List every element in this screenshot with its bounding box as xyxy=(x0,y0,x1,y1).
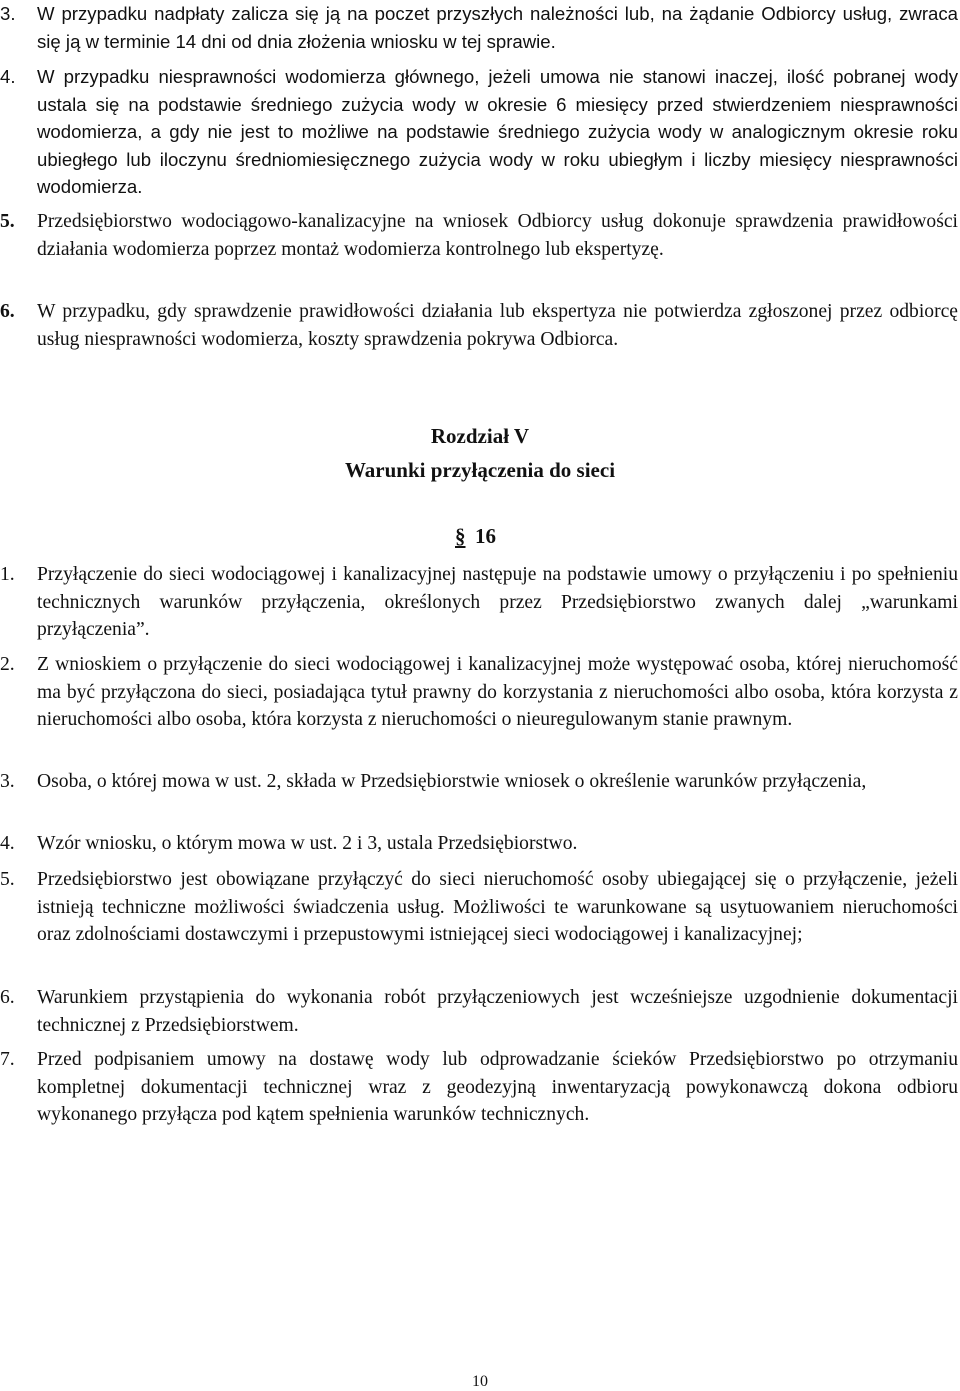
item-number: 4. xyxy=(0,833,15,854)
item-text: Przedsiębiorstwo jest obowiązane przyłączyć do sieci nieruchomość osoby ubiegającej się o przyłączenie, jeżeli istnieją techniczne możliwości świadczenia usług. Możliwości te warunkowane są usytuowaniem nieruchomości oraz zdolnościami dostawczymi i przepustowymi istniejącej sieci wodociągowej i kanalizacyjnej; xyxy=(37,869,958,945)
item-text: Przedsiębiorstwo wodociągowo-kanalizacyjne na wniosek Odbiorcy usług dokonuje sprawdzenia prawidłowości działania wodomierza poprzez montaż wodomierza kontrolnego lub ekspertyzę. xyxy=(37,211,958,260)
list-item xyxy=(0,63,958,201)
chapter-subtitle: Warunki przyłączenia do sieci xyxy=(344,458,616,482)
item-text: Z wnioskiem o przyłączenie do sieci wodociągowej i kanalizacyjnej może występować osoba, której nieruchomość ma być przyłączona do sieci, posiadająca tytuł prawny do korzystania z nieruchomości albo osoba, która korzysta z nieruchomości albo osoba, która korzysta z nieruchomości o nieuregulowanym stanie prawnym. xyxy=(37,654,958,730)
item-text: Przyłączenie do sieci wodociągowej i kanalizacyjnej następuje na podstawie umowy o przyłączeniu i po spełnieniu technicznych warunków przyłączenia, określonych przez Przedsiębiorstwo zwanych dalej „warunkami przyłączenia”. xyxy=(37,564,958,640)
item-text: W przypadku niesprawności wodomierza głównego, jeżeli umowa nie stanowi inaczej, ilość pobranej wody ustala się na podstawie średniego zużycia wody w okresie 6 miesięcy przed stwierdzeniem niesprawności wodomierza, a gdy nie jest to możliwe na podstawie średniego zużycia wody w analogicznym okresie roku ubiegłego lub iloczynu średniomiesięcznego zużycia wody w roku ubiegłym i liczby miesięcy niesprawności wodomierza. xyxy=(37,66,958,197)
item-number: 3. xyxy=(0,771,15,792)
list-item xyxy=(0,208,958,263)
list-item xyxy=(0,830,958,858)
list-item xyxy=(0,651,958,734)
item-text: Osoba, o której mowa w ust. 2, składa w Przedsiębiorstwie wniosek o określenie warunków przyłączenia, xyxy=(37,771,867,792)
list-item xyxy=(0,984,958,1039)
page-number: 10 xyxy=(472,1373,488,1390)
item-text: Wzór wniosku, o którym mowa w ust. 2 i 3, ustala Przedsiębiorstwo. xyxy=(37,833,578,854)
list-item xyxy=(0,561,958,644)
item-text: W przypadku, gdy sprawdzenie prawidłowości działania lub ekspertyza nie potwierdza zgłoszonej przez odbiorcę usług niesprawności wodomierza, koszty sprawdzenia pokrywa Odbiorca. xyxy=(37,301,958,350)
chapter-title: Rozdział V xyxy=(430,424,530,448)
item-number: 2. xyxy=(0,654,15,675)
section-heading xyxy=(455,522,515,550)
section-number: 16 xyxy=(475,524,496,548)
list-item xyxy=(0,768,958,796)
list-item xyxy=(0,298,958,353)
item-number: 4. xyxy=(0,66,16,87)
item-text: Warunkiem przystąpienia do wykonania robót przyłączeniowych jest wcześniejsze uzgodnienie dokumentacji technicznej z Przedsiębiorstwem. xyxy=(37,987,958,1036)
item-text: W przypadku nadpłaty zalicza się ją na poczet przyszłych należności lub, na żądanie Odbiorcy usług, zwraca się ją w terminie 14 dni od dnia złożenia wniosku w tej sprawie. xyxy=(37,3,958,52)
item-number: 6. xyxy=(0,987,15,1008)
list-item xyxy=(0,0,958,55)
list-item xyxy=(0,1046,958,1129)
item-number: 1. xyxy=(0,564,15,585)
item-number: 6. xyxy=(0,301,15,322)
item-number: 5. xyxy=(0,211,15,232)
item-text: Przed podpisaniem umowy na dostawę wody lub odprowadzanie ścieków Przedsiębiorstwo po otrzymaniu kompletnej dokumentacji technicznej wraz z geodezyjną inwentaryzacją powykonawczą dokona odbioru wykonanego przyłącza pod kątem spełnienia warunków technicznych. xyxy=(37,1049,958,1125)
section-sign-icon: § xyxy=(455,524,466,548)
item-number: 7. xyxy=(0,1049,15,1070)
item-number: 5. xyxy=(0,869,15,890)
item-number: 3. xyxy=(0,3,16,24)
list-item xyxy=(0,866,958,949)
